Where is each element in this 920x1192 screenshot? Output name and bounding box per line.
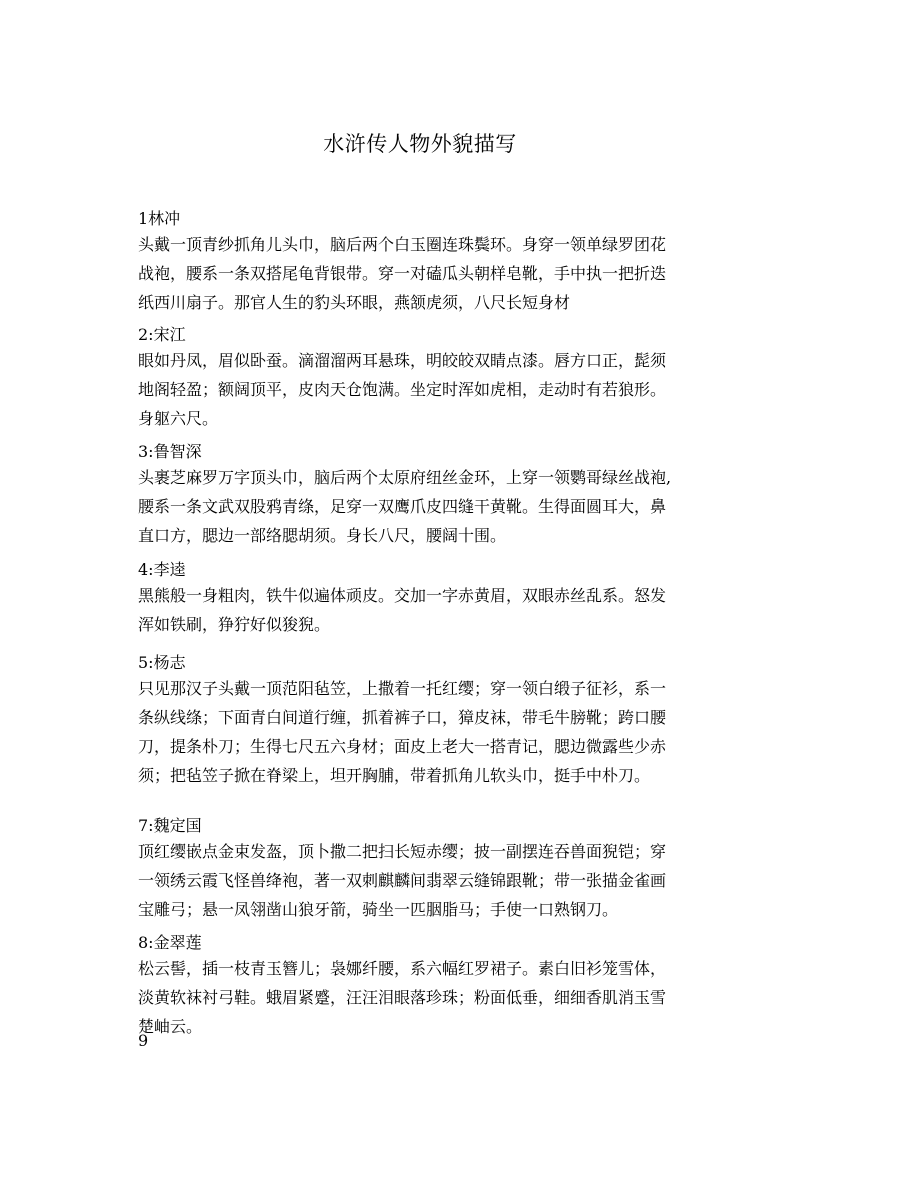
section-lin-chong (138, 208, 708, 317)
paragraph-line: 条纵线绦；下面青白间道行缠，抓着裤子口，獐皮袜，带毛牛膀靴；跨口腰 (138, 708, 667, 727)
paragraph-line: 腰系一条文武双股鸦青绦，足穿一双鹰爪皮四缝干黄靴。生得面圆耳大，鼻 (138, 497, 667, 516)
paragraph-line: 地阁轻盈；额阔顶平，皮肉天仓饱满。坐定时浑如虎相，走动时有若狼形。 (138, 380, 667, 399)
paragraph-line: 楚岫云。 (138, 1017, 203, 1036)
paragraph-line: 宝雕弓；悬一凤翎凿山狼牙箭，骑坐一匹胭脂马；手使一口熟钢刀。 (138, 900, 619, 919)
document-title: 水浒传人物外貌描写 (323, 132, 517, 156)
paragraph-line: 顶红缨嵌点金束发盔，顶卜撒二把扫长短赤缨；披一副摆连吞兽面猊铠；穿 (138, 842, 667, 861)
paragraph-line: 一领绣云霞飞怪兽绛袍，著一双刺麒麟间翡翠云缝锦跟靴；带一张描金雀画 (138, 871, 667, 890)
trailing-number: 9 (138, 1031, 149, 1050)
paragraph-line: 身躯六尺。 (138, 409, 219, 428)
section-li-kui (138, 559, 708, 639)
section-heading: 4:李逵 (138, 560, 186, 579)
paragraph-line: 直口方，腮边一部络腮胡须。身长八尺，腰阔十围。 (138, 526, 507, 545)
section-lu-zhishen (138, 441, 708, 550)
paragraph-line: 只见那汉子头戴一顶范阳毡笠，上撒着一托红缨；穿一领白缎子征衫，系一 (138, 679, 667, 698)
paragraph-line: 淡黄软袜衬弓鞋。蛾眉紧蹙，汪汪泪眼落珍珠；粉面低垂，细细香肌消玉雪 (138, 988, 667, 1007)
paragraph-line: 头裹芝麻罗万字顶头巾，脑后两个太原府纽丝金环，上穿一领鹦哥绿丝战袍, (138, 468, 672, 487)
paragraph-line: 黑熊般一身粗肉，铁牛似遍体顽皮。交加一字赤黄眉，双眼赤丝乱系。怒发 (138, 586, 667, 605)
section-yang-zhi (138, 652, 708, 790)
paragraph-line: 纸西川扇子。那官人生的豹头环眼，燕颔虎须，八尺长短身材 (138, 293, 571, 312)
paragraph-line: 战袍，腰系一条双搭尾龟背银带。穿一对磕瓜头朝样皂靴，手中执一把折迭 (138, 264, 667, 283)
paragraph-line: 眼如丹凤，眉似卧蚕。滴溜溜两耳悬珠，明皎皎双睛点漆。唇方口正，髭须 (138, 351, 667, 370)
section-wei-dingguo (138, 815, 708, 924)
section-heading: 3:鲁智深 (138, 442, 202, 461)
section-heading: 1林冲 (138, 209, 181, 228)
paragraph-line: 头戴一顶青纱抓角儿头巾，脑后两个白玉圈连珠鬓环。身穿一领单绿罗团花 (138, 235, 667, 254)
paragraph-line: 松云髻，插一枝青玉簪儿；袅娜纤腰，系六幅红罗裙子。素白旧衫笼雪体， (138, 959, 667, 978)
section-heading: 8:金翠莲 (138, 933, 202, 952)
section-jin-cuilian (138, 932, 708, 1041)
paragraph-line: 浑如铁刷，狰狞好似狻猊。 (138, 615, 331, 634)
paragraph-line: 刀，提条朴刀；生得七尺五六身材；面皮上老大一搭青记，腮边微露些少赤 (138, 737, 667, 756)
section-heading: 2:宋江 (138, 325, 186, 344)
section-song-jiang (138, 324, 708, 433)
paragraph-line: 须；把毡笠子掀在脊梁上，坦开胸脯，带着抓角儿软头巾，挺手中朴刀。 (138, 766, 651, 785)
section-heading: 5:杨志 (138, 653, 186, 672)
section-heading: 7:魏定国 (138, 816, 202, 835)
